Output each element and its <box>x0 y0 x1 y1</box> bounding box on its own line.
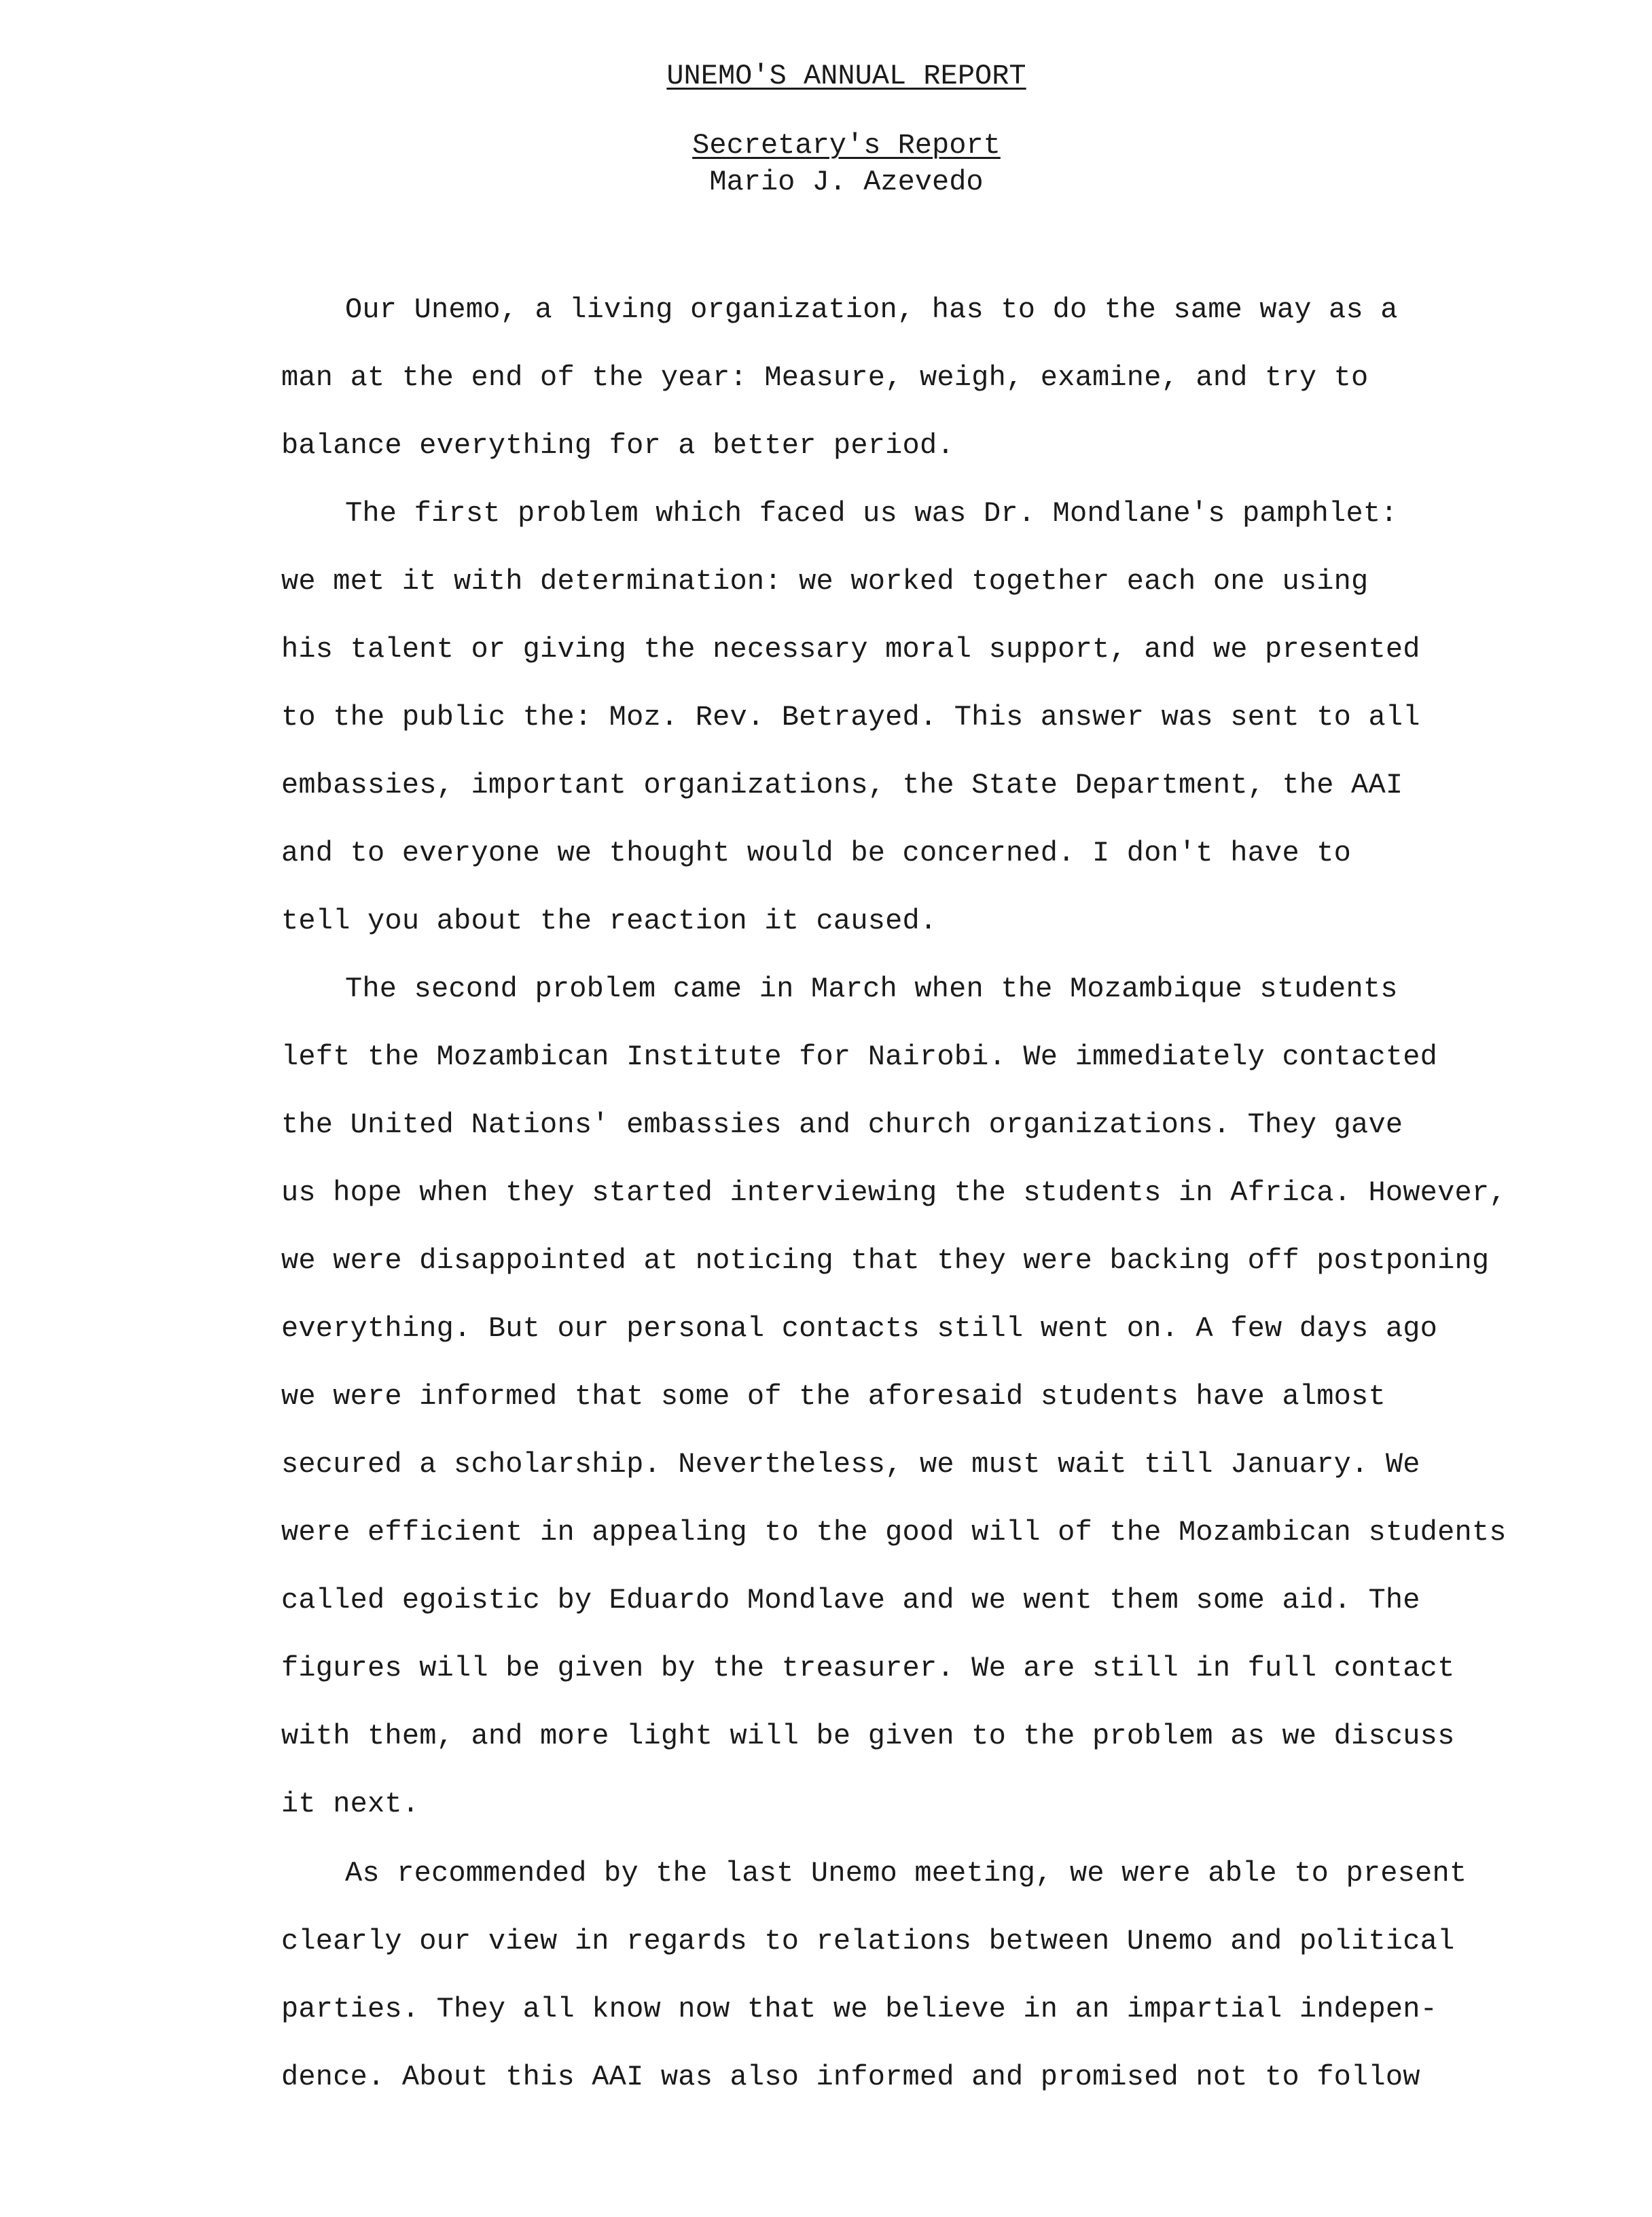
body-line-23: it next. <box>281 1788 420 1820</box>
body-line-13: the United Nations' embassies and church organizations. They gave <box>281 1108 1403 1141</box>
body-line-20: called egoistic by Eduardo Mondlave and we went them some aid. The <box>281 1584 1420 1617</box>
body-line-27: dence. About this AAI was also informed and promised not to follow <box>281 2061 1420 2093</box>
report-title-text: UNEMO'S ANNUAL REPORT <box>666 60 1026 92</box>
body-line-26: parties. They all know now that we believe in an impartial indepen- <box>281 1993 1438 2025</box>
body-line-25: clearly our view in regards to relations between Unemo and political <box>281 1925 1455 1958</box>
body-line-21: figures will be given by the treasurer. We are still in full contact <box>281 1652 1455 1684</box>
body-line-16: everything. But our personal contacts still went on. A few days ago <box>281 1312 1438 1345</box>
body-line-19: were efficient in appealing to the good will of the Mozambican students <box>281 1516 1507 1549</box>
body-line-10: tell you about the reaction it caused. <box>281 905 937 937</box>
body-line-24: As recommended by the last Unemo meeting, we were able to present <box>345 1857 1467 1890</box>
report-author: Mario J. Azevedo <box>709 166 984 198</box>
body-line-12: left the Mozambican Institute for Nairobi. We immediately contacted <box>281 1041 1438 1073</box>
body-line-4: The first problem which faced us was Dr. Mondlane's pamphlet: <box>345 497 1398 530</box>
body-line-18: secured a scholarship. Nevertheless, we must wait till January. We <box>281 1448 1420 1481</box>
body-line-2: man at the end of the year: Measure, weigh, examine, and try to <box>281 361 1369 394</box>
body-line-9: and to everyone we thought would be concerned. I don't have to <box>281 837 1352 869</box>
report-subtitle-text: Secretary's Report <box>692 129 1001 162</box>
body-line-3: balance everything for a better period. <box>281 429 954 462</box>
body-line-15: we were disappointed at noticing that they were backing off postponing <box>281 1244 1490 1277</box>
body-line-8: embassies, important organizations, the State Department, the AAI <box>281 769 1403 801</box>
body-line-17: we were informed that some of the aforesaid students have almost <box>281 1380 1386 1413</box>
body-line-6: his talent or giving the necessary moral support, and we presented <box>281 633 1420 666</box>
report-title <box>0 58 1652 94</box>
body-line-11: The second problem came in March when the Mozambique students <box>345 973 1398 1005</box>
body-line-5: we met it with determination: we worked together each one using <box>281 565 1369 598</box>
body-line-14: us hope when they started interviewing the students in Africa. However, <box>281 1176 1507 1209</box>
report-subtitle <box>0 128 1652 163</box>
body-line-1: Our Unemo, a living organization, has to do the same way as a <box>345 293 1398 326</box>
body-line-7: to the public the: Moz. Rev. Betrayed. This answer was sent to all <box>281 701 1420 734</box>
body-line-22: with them, and more light will be given to the problem as we discuss <box>281 1720 1455 1752</box>
